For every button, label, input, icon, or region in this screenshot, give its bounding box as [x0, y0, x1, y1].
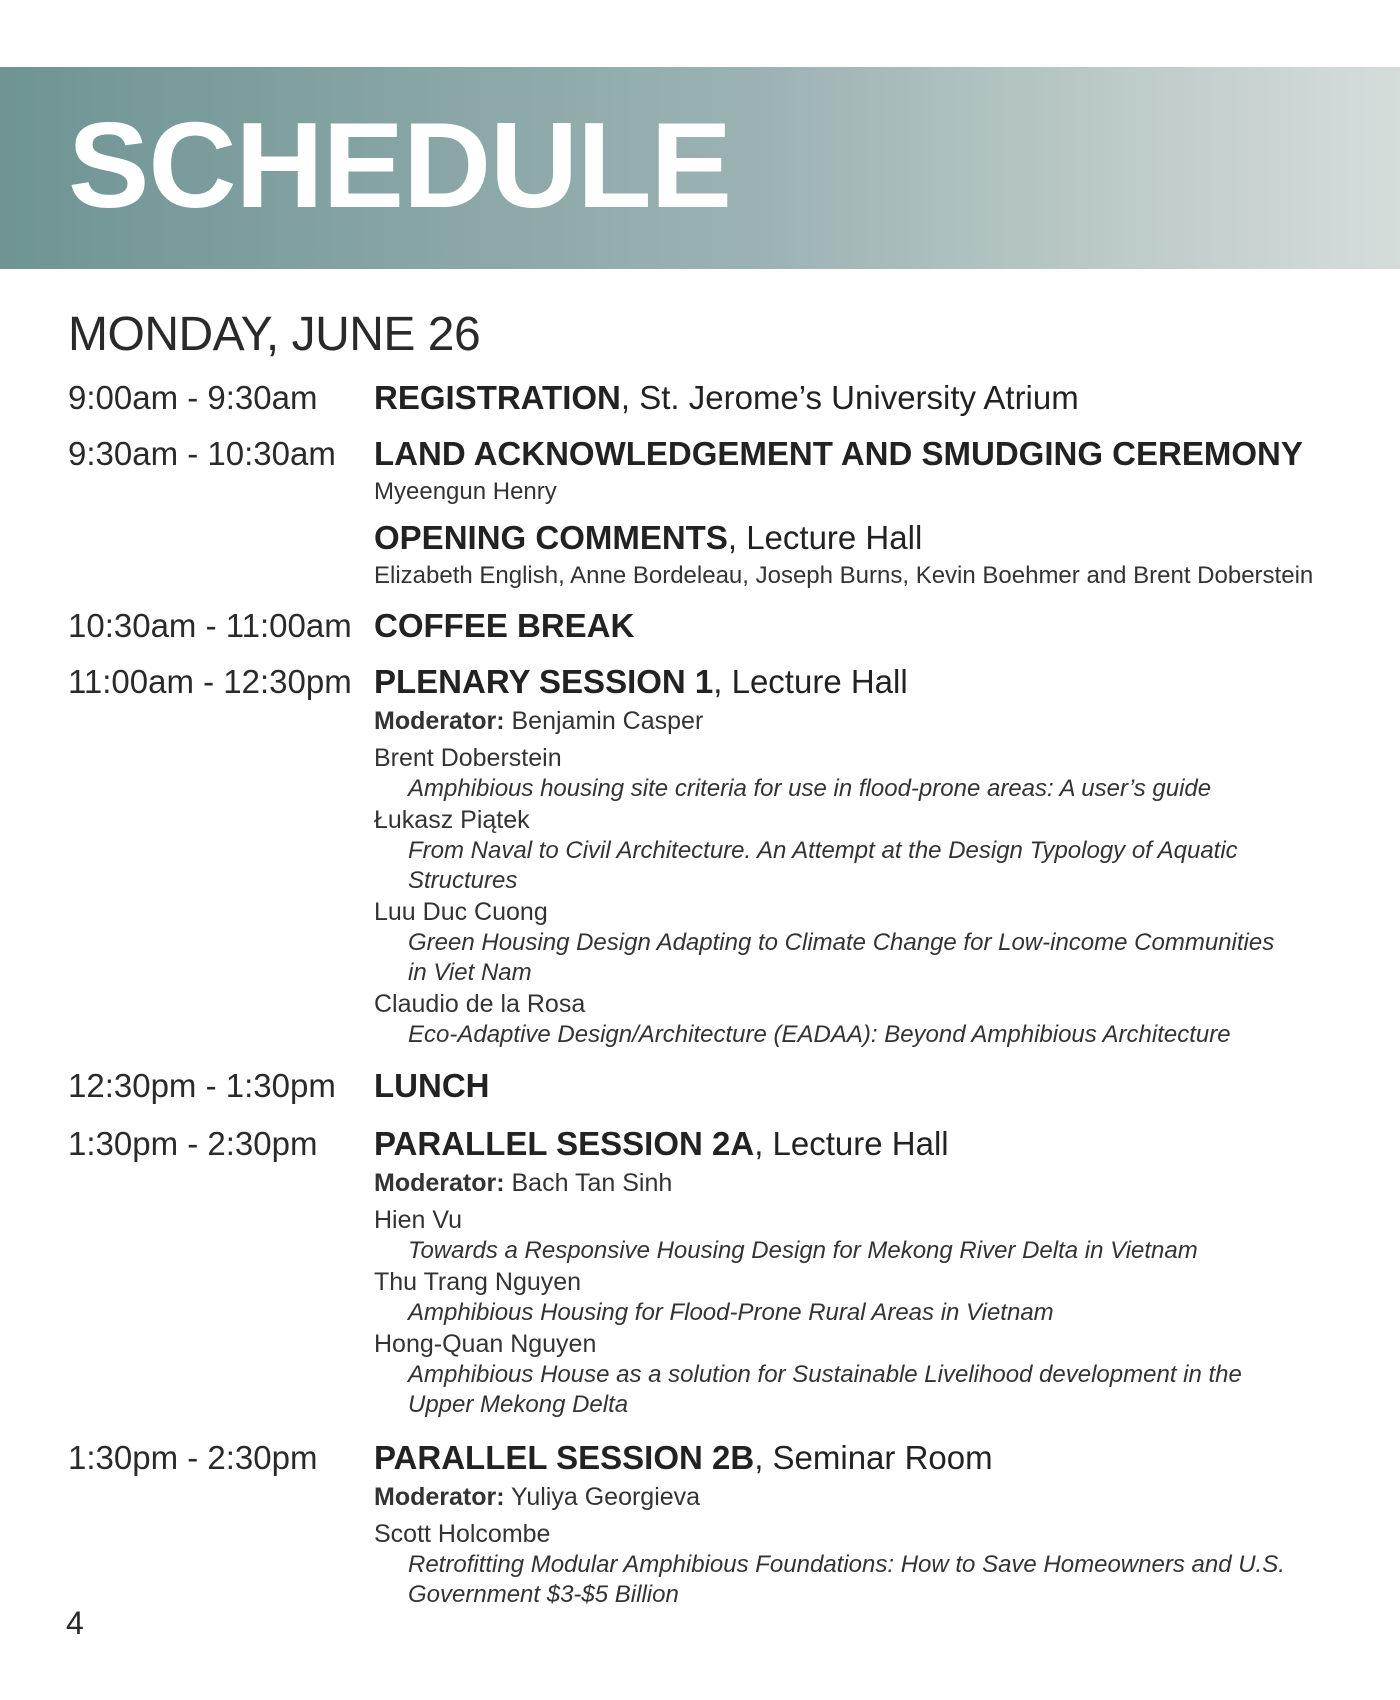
- event-people: Myeengun Henry: [374, 478, 557, 505]
- schedule-row: [68, 1436, 1368, 1610]
- event-people: Elizabeth English, Anne Bordeleau, Joseph Burns, Kevin Boehmer and Brent Doberstein: [374, 562, 1314, 589]
- event-heading: [374, 660, 1368, 704]
- speaker-name: Luu Duc Cuong: [374, 898, 548, 926]
- schedule-row: [68, 1122, 1368, 1420]
- event-heading: [374, 516, 1368, 560]
- speaker-name: Thu Trang Nguyen: [374, 1268, 582, 1296]
- event-location: , Lecture Hall: [713, 663, 908, 700]
- moderator-line: [374, 1166, 1368, 1200]
- event-title: OPENING COMMENTS: [374, 519, 728, 556]
- schedule-row: [68, 1064, 1368, 1108]
- speaker-name: Claudio de la Rosa: [374, 990, 586, 1018]
- page-title: SCHEDULE: [68, 97, 732, 233]
- event-content: [374, 604, 1368, 648]
- event-content: [374, 432, 1368, 592]
- schedule-row: [68, 604, 1368, 648]
- event-title: PARALLEL SESSION 2A: [374, 1125, 755, 1162]
- time-slot: 11:00am - 12:30pm: [68, 663, 352, 700]
- schedule-row: [68, 432, 1368, 592]
- day-heading: MONDAY, JUNE 26: [68, 308, 481, 361]
- schedule-list: [68, 376, 1368, 1610]
- event-heading: [374, 432, 1368, 476]
- moderator-line: [374, 704, 1368, 738]
- paper-title: Towards a Responsive Housing Design for Mekong River Delta in Vietnam: [408, 1237, 1198, 1264]
- event-title: PARALLEL SESSION 2B: [374, 1439, 755, 1476]
- moderator-name: Yuliya Georgieva: [504, 1483, 701, 1511]
- time-slot: 1:30pm - 2:30pm: [68, 1439, 318, 1476]
- event-content: [374, 1436, 1368, 1610]
- moderator-label: Moderator:: [374, 1169, 505, 1197]
- speaker-name: Hien Vu: [374, 1206, 463, 1234]
- event-heading: [374, 604, 1368, 648]
- schedule-row: [68, 376, 1368, 420]
- moderator-label: Moderator:: [374, 707, 505, 735]
- event-heading: [374, 1122, 1368, 1166]
- moderator-label: Moderator:: [374, 1483, 505, 1511]
- time-slot: 10:30am - 11:00am: [68, 607, 352, 644]
- event-title: REGISTRATION: [374, 379, 621, 416]
- event-heading: [374, 1064, 1368, 1108]
- event-location: , Lecture Hall: [754, 1125, 949, 1162]
- event-content: [374, 660, 1368, 1050]
- moderator-name: Bach Tan Sinh: [504, 1169, 673, 1197]
- time-slot: 1:30pm - 2:30pm: [68, 1125, 318, 1162]
- paper-title: From Naval to Civil Architecture. An Attempt at the Design Typology of Aquatic Structures: [408, 837, 1238, 894]
- event-content: [374, 1064, 1368, 1108]
- schedule-row: [68, 660, 1368, 1050]
- paper-title: Eco-Adaptive Design/Architecture (EADAA): Beyond Amphibious Architecture: [408, 1021, 1231, 1048]
- speaker-name: Brent Doberstein: [374, 744, 562, 772]
- paper-title: Amphibious House as a solution for Sustainable Livelihood development in the Upper Mekong Delta: [408, 1361, 1242, 1418]
- event-location: , Seminar Room: [754, 1439, 993, 1476]
- paper-title: Retrofitting Modular Amphibious Foundations: How to Save Homeowners and U.S. Government $3-$5 Billion: [408, 1551, 1285, 1608]
- time-slot: 12:30pm - 1:30pm: [68, 1067, 336, 1104]
- event-title: PLENARY SESSION 1: [374, 663, 714, 700]
- event-heading: [374, 1436, 1368, 1480]
- moderator-line: [374, 1480, 1368, 1514]
- time-slot: 9:00am - 9:30am: [68, 379, 318, 416]
- paper-title: Amphibious Housing for Flood-Prone Rural Areas in Vietnam: [408, 1299, 1054, 1326]
- event-content: [374, 376, 1368, 420]
- page-number: 4: [66, 1605, 84, 1641]
- time-slot: 9:30am - 10:30am: [68, 435, 336, 472]
- paper-title: Amphibious housing site criteria for use in flood-prone areas: A user’s guide: [408, 775, 1212, 802]
- speaker-name: Hong-Quan Nguyen: [374, 1330, 597, 1358]
- event-content: [374, 1122, 1368, 1420]
- event-title: LAND ACKNOWLEDGEMENT AND SMUDGING CEREMONY: [374, 435, 1303, 472]
- event-heading: [374, 376, 1368, 420]
- moderator-name: Benjamin Casper: [504, 707, 704, 735]
- speaker-name: Łukasz Piątek: [374, 806, 530, 834]
- event-title: COFFEE BREAK: [374, 607, 635, 644]
- paper-title: Green Housing Design Adapting to Climate Change for Low-income Communities in Viet Nam: [408, 929, 1275, 986]
- speaker-name: Scott Holcombe: [374, 1520, 551, 1548]
- event-location: , St. Jerome’s University Atrium: [620, 379, 1079, 416]
- event-title: LUNCH: [374, 1067, 490, 1104]
- event-location: , Lecture Hall: [727, 519, 923, 556]
